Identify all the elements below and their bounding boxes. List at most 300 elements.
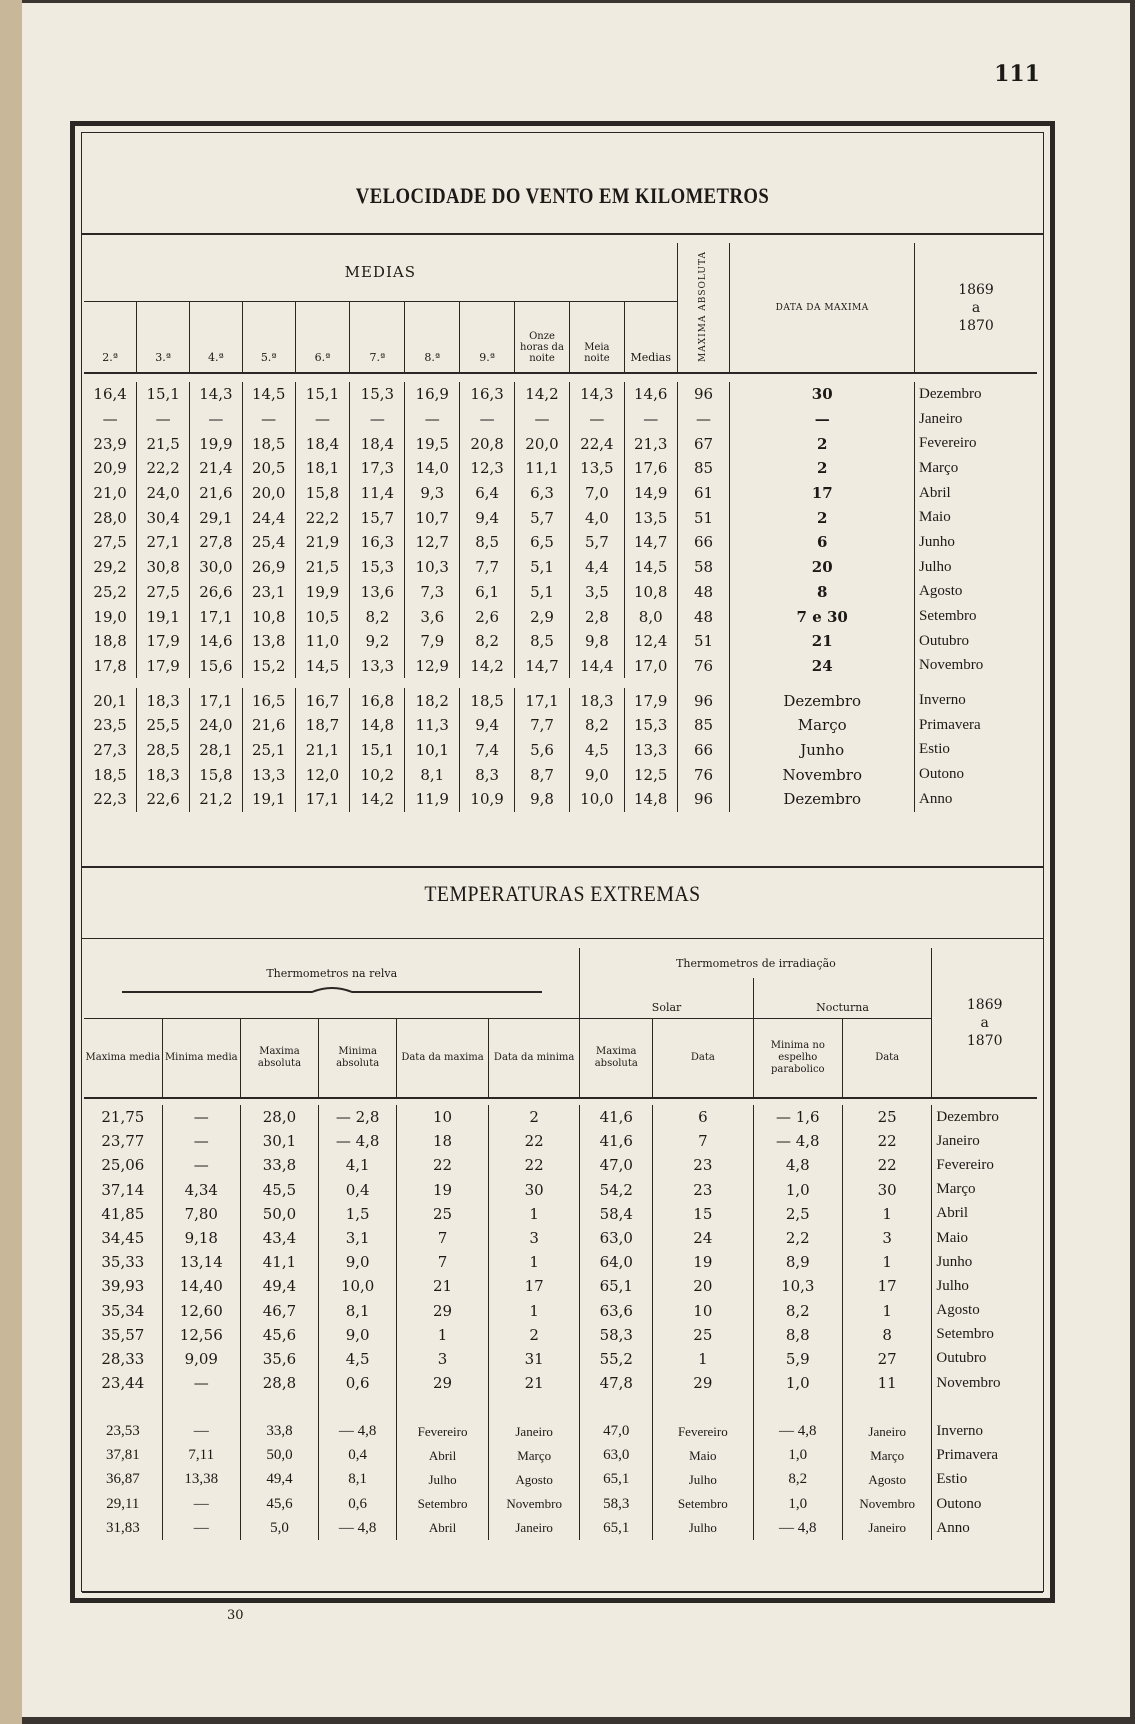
wind-cell: 21 [730,629,915,654]
temp-cell: 12,60 [162,1299,240,1323]
wind-cell: 30 [730,382,915,407]
temp-cell: 27 [842,1347,931,1371]
wind-cell: 11,0 [295,629,350,654]
wind-cell: 4,4 [569,555,624,580]
temp-cell: Fevereiro [397,1419,489,1443]
temp-cell: — [162,1516,240,1540]
period-name: Agosto [915,580,1037,605]
wind-cell: 9,3 [405,481,460,506]
temp-cell: 4,1 [319,1153,397,1177]
wind-season-row [84,688,1037,713]
temp-cell: 21 [488,1371,580,1395]
temp-cell: 2,5 [753,1202,842,1226]
wind-cell: 3,6 [405,604,460,629]
wind-cell: — [460,407,515,432]
temp-cell: 5,9 [753,1347,842,1371]
wind-cell: 5,7 [569,530,624,555]
wind-cell: 96 [677,787,730,812]
wind-col-header: 3.ª [137,301,190,373]
temp-cell: — 2,8 [319,1105,397,1129]
temp-cell: 35,6 [240,1347,318,1371]
wind-cell: 18,3 [569,688,624,713]
wind-cell: 18,2 [405,688,460,713]
wind-cell: 17 [730,481,915,506]
wind-cell: 10,8 [242,604,295,629]
wind-cell: 20,9 [93,459,127,478]
temp-cell: 46,7 [240,1299,318,1323]
wind-cell: 8,5 [515,629,570,654]
wind-cell: 9,8 [515,787,570,812]
wind-cell: 2 [730,505,915,530]
wind-cell: 14,8 [350,713,405,738]
wind-cell: 13,3 [350,654,405,679]
temp-month-row [84,1202,1037,1226]
temp-cell: 29 [653,1371,754,1395]
period-name: Maio [915,505,1037,530]
wind-cell: 9,8 [569,629,624,654]
temp-cell: 49,4 [240,1274,318,1298]
wind-cell: 12,0 [295,762,350,787]
wind-cell: 12,4 [624,629,677,654]
temp-cell: 1 [653,1347,754,1371]
temp-cell: 8,9 [753,1250,842,1274]
temp-cell: 23 [653,1178,754,1202]
wind-col-header: 6.ª [295,301,350,373]
temp-cell: 65,1 [580,1516,653,1540]
temp-cell: 41,6 [580,1129,653,1153]
grass-thermometers-header: Thermometros na relva [84,948,580,1018]
temp-cell: 11 [842,1371,931,1395]
wind-cell: 5,6 [515,738,570,763]
temp-cell: 33,8 [240,1419,318,1443]
temp-cell: 22 [842,1153,931,1177]
wind-cell: 14,7 [515,654,570,679]
wind-cell: 16,7 [295,688,350,713]
temp-cell: 64,0 [580,1250,653,1274]
wind-cell: 25,5 [137,713,190,738]
wind-cell: 15,8 [295,481,350,506]
temp-season-row [84,1419,1037,1443]
period-name: Junho [932,1250,1037,1274]
temp-cell: 7,80 [162,1202,240,1226]
temp-cell: 25,06 [101,1156,145,1175]
period-name: Primavera [915,713,1037,738]
wind-cell: 24 [730,654,915,679]
wind-cell: 20,0 [242,481,295,506]
temp-cell: 3,1 [319,1226,397,1250]
temp-cell: 22 [397,1153,489,1177]
wind-cell: 28,1 [190,738,243,763]
wind-month-row [84,555,1037,580]
temp-cell: 1 [842,1250,931,1274]
wind-season-row [84,762,1037,787]
wind-cell: 8,1 [405,762,460,787]
spacer-row [84,373,1037,382]
temp-col-header: Data [842,1018,931,1098]
period-name: Abril [932,1202,1037,1226]
wind-cell: 2 [730,456,915,481]
wind-cell: 17,0 [624,654,677,679]
temp-season-row [84,1516,1037,1540]
temp-cell: 7,11 [162,1444,240,1468]
wind-cell: 19,5 [405,431,460,456]
wind-cell: 24,0 [137,481,190,506]
period-name: Estio [932,1468,1037,1492]
wind-cell: 51 [677,505,730,530]
wind-cell: 21,1 [295,738,350,763]
book-spine [0,0,22,1724]
temp-cell: 35,33 [101,1253,145,1272]
wind-cell: 17,9 [137,629,190,654]
wind-cell: 10,2 [350,762,405,787]
wind-month-row [84,530,1037,555]
wind-cell: 21,5 [295,555,350,580]
wind-cell: 23,9 [93,434,127,453]
temp-cell: 3 [488,1226,580,1250]
wind-cell: 17,1 [190,604,243,629]
wind-cell: 61 [677,481,730,506]
wind-cell: 28,5 [137,738,190,763]
wind-cell: 28,0 [93,508,127,527]
table-frame [70,121,1055,1603]
temp-cell: — 1,6 [753,1105,842,1129]
wind-cell: 12,5 [624,762,677,787]
wind-cell: 14,7 [624,530,677,555]
temp-cell: 21,75 [101,1108,145,1127]
temp-cell: — 4,8 [319,1129,397,1153]
wind-cell: 14,3 [569,382,624,407]
wind-col-header: 8.ª [405,301,460,373]
temp-cell: 63,6 [580,1299,653,1323]
temp-cell: 3 [842,1226,931,1250]
temp-cell: 9,09 [162,1347,240,1371]
wind-cell: 24,0 [190,713,243,738]
wind-cell: 12,9 [405,654,460,679]
temp-cell: 30 [488,1178,580,1202]
temp-cell: 23,53 [105,1423,140,1440]
wind-cell: 15,6 [190,654,243,679]
wind-cell: 11,9 [405,787,460,812]
wind-cell: 20,5 [242,456,295,481]
temp-cell: 15 [653,1202,754,1226]
period-name: Setembro [915,604,1037,629]
wind-cell: 21,6 [242,713,295,738]
wind-cell: 6 [730,530,915,555]
wind-cell: 17,9 [624,688,677,713]
period-name: Janeiro [932,1129,1037,1153]
temp-cell: 30,1 [240,1129,318,1153]
temp-cell: 8,2 [753,1468,842,1492]
wind-cell: 8,2 [569,713,624,738]
temp-cell: 12,56 [162,1323,240,1347]
temp-cell: 1 [488,1202,580,1226]
temp-cell: 22 [488,1129,580,1153]
period-name: Estio [915,738,1037,763]
wind-cell: 14,6 [190,629,243,654]
wind-col-header: 7.ª [350,301,405,373]
temp-cell: 37,14 [101,1180,145,1199]
wind-col-header: 2.ª [102,351,118,364]
wind-cell: 2,9 [515,604,570,629]
temp-cell: 22 [842,1129,931,1153]
page-number: 111 [994,61,1040,87]
temp-cell: Julho [397,1468,489,1492]
temp-cell: 8,1 [319,1299,397,1323]
temp-cell: 8,1 [319,1468,397,1492]
wind-period-header: 1869 a 1870 [915,243,1037,373]
temp-cell: Agosto [488,1468,580,1492]
wind-cell: — [242,407,295,432]
wind-cell: 14,2 [350,787,405,812]
temp-cell: 39,93 [101,1277,145,1296]
wind-cell: 14,9 [624,481,677,506]
wind-cell: 13,3 [624,738,677,763]
temp-cell: 25 [397,1202,489,1226]
spacer-row [84,678,1037,688]
temp-cell: Abril [397,1444,489,1468]
temp-cell: 2 [488,1323,580,1347]
temp-cell: 2,2 [753,1226,842,1250]
period-name: Anno [932,1516,1037,1540]
wind-cell: 14,2 [515,382,570,407]
footer-mark: 30 [227,1608,244,1623]
temp-month-row [84,1153,1037,1177]
temp-cell: 0,6 [319,1492,397,1516]
wind-cell: 48 [677,580,730,605]
wind-cell: 7,3 [405,580,460,605]
wind-cell: 18,5 [242,431,295,456]
temp-cell: 10 [397,1105,489,1129]
temp-cell: 1 [488,1299,580,1323]
wind-cell: 18,7 [295,713,350,738]
wind-cell: 23,5 [93,716,127,735]
wind-cell: 8,2 [350,604,405,629]
wind-cell: 15,7 [350,505,405,530]
temp-cell: Julho [653,1516,754,1540]
temp-cell: Setembro [397,1492,489,1516]
temp-cell: — [162,1419,240,1443]
medias-label: MEDIAS [84,243,677,301]
temp-cell: 47,0 [580,1153,653,1177]
temp-cell: 22 [488,1153,580,1177]
wind-cell: 85 [677,456,730,481]
wind-cell: 23,1 [242,580,295,605]
temp-title: TEMPERATURAS EXTREMAS [424,881,701,906]
temp-cell: 65,1 [580,1274,653,1298]
temp-cell: 23 [653,1153,754,1177]
wind-cell: 8,3 [460,762,515,787]
nocturnal-header: Nocturna [753,978,932,1018]
wind-cell: 9,2 [350,629,405,654]
wind-cell: 10,1 [405,738,460,763]
wind-cell: 14,6 [624,382,677,407]
temp-cell: 1,5 [319,1202,397,1226]
temp-cell: 41,6 [580,1105,653,1129]
wind-cell: 22,2 [137,456,190,481]
wind-cell: 10,8 [624,580,677,605]
temp-cell: Janeiro [488,1516,580,1540]
wind-cell: 18,4 [350,431,405,456]
wind-cell: 20,0 [515,431,570,456]
temp-cell: 7 [653,1129,754,1153]
temp-cell: 9,18 [162,1226,240,1250]
temp-month-row [84,1323,1037,1347]
wind-cell: 10,0 [569,787,624,812]
wind-cell: 11,1 [515,456,570,481]
wind-cell: 18,5 [460,688,515,713]
temp-cell: 3 [397,1347,489,1371]
wind-cell: 15,8 [190,762,243,787]
temp-cell: — [162,1129,240,1153]
temp-cell: 13,38 [162,1468,240,1492]
temp-cell: 30 [842,1178,931,1202]
temp-cell: 17 [842,1274,931,1298]
wind-cell: 17,1 [295,787,350,812]
period-name: Novembro [915,654,1037,679]
wind-cell: 27,5 [93,533,127,552]
period-name: Janeiro [915,407,1037,432]
temp-season-row [84,1444,1037,1468]
temp-period-header: 1869 a 1870 [932,948,1037,1098]
temp-cell: 1,0 [753,1492,842,1516]
wind-month-row [84,604,1037,629]
temp-cell: 33,8 [240,1153,318,1177]
wind-month-row [84,580,1037,605]
wind-cell: 19,0 [93,607,127,626]
temp-cell: — 4,8 [753,1419,842,1443]
period-name: Outono [932,1492,1037,1516]
wind-cell: 27,1 [137,530,190,555]
wind-season-row [84,738,1037,763]
wind-cell: 16,3 [350,530,405,555]
wind-cell: 16,5 [242,688,295,713]
temp-cell: Novembro [842,1492,931,1516]
temp-col-header: Minima no espelho parabolico [753,1018,842,1098]
temp-cell: 21 [397,1274,489,1298]
temp-month-row [84,1105,1037,1129]
wind-cell: 10,9 [460,787,515,812]
temp-cell: 14,40 [162,1274,240,1298]
wind-cell: 6,5 [515,530,570,555]
temp-cell: 63,0 [580,1226,653,1250]
wind-cell: 14,8 [624,787,677,812]
temp-cell: 28,33 [101,1349,145,1368]
wind-cell: 8,7 [515,762,570,787]
wind-cell: 30,0 [190,555,243,580]
temp-cell: 28,0 [240,1105,318,1129]
wind-month-row [84,431,1037,456]
wind-cell: 18,5 [93,765,127,784]
temp-cell: Janeiro [842,1419,931,1443]
wind-cell: 17,1 [515,688,570,713]
wind-cell: 48 [677,604,730,629]
book-page [22,3,1130,1717]
temp-cell: 4,5 [319,1347,397,1371]
wind-cell: 7,4 [460,738,515,763]
wind-cell: — [569,407,624,432]
temp-cell: Fevereiro [653,1419,754,1443]
wind-cell: Março [730,713,915,738]
temp-col-header: Data da maxima [397,1018,489,1098]
wind-cell: 85 [677,713,730,738]
temp-cell: 1,0 [753,1371,842,1395]
wind-cell: 66 [677,738,730,763]
temp-month-row [84,1274,1037,1298]
temp-cell: 9,0 [319,1250,397,1274]
wind-cell: 2,8 [569,604,624,629]
wind-cell: 8,0 [624,604,677,629]
wind-cell: 19,9 [295,580,350,605]
wind-cell: 76 [677,654,730,679]
max-absolute-header: MAXIMA ABSOLUTA [677,243,730,373]
temp-cell: 8,8 [753,1323,842,1347]
period-name: Outubro [932,1347,1037,1371]
period-name: Fevereiro [932,1153,1037,1177]
temp-cell: 18 [397,1129,489,1153]
wind-cell: 76 [677,762,730,787]
temp-season-row [84,1492,1037,1516]
wind-cell: 13,6 [350,580,405,605]
wind-cell: — [295,407,350,432]
wind-season-row [84,787,1037,812]
wind-cell: 24,4 [242,505,295,530]
temp-cell: 58,3 [580,1492,653,1516]
temp-cell: 1,0 [753,1178,842,1202]
wind-cell: 15,3 [350,555,405,580]
temp-cell: 47,8 [580,1371,653,1395]
wind-cell: 5,1 [515,580,570,605]
wind-cell: 12,3 [460,456,515,481]
temp-col-header: Minima absoluta [319,1018,397,1098]
temp-cell: Setembro [653,1492,754,1516]
wind-cell: — [624,407,677,432]
temp-cell: — 4,8 [319,1516,397,1540]
temp-cell: 1 [397,1323,489,1347]
wind-cell: — [405,407,460,432]
temp-cell: 7 [397,1250,489,1274]
temp-cell: 24 [653,1226,754,1250]
temp-header [84,948,1037,1098]
temp-cell: Maio [653,1444,754,1468]
wind-cell: 26,9 [242,555,295,580]
temp-cell: Novembro [488,1492,580,1516]
temp-month-row [84,1178,1037,1202]
period-name: Maio [932,1226,1037,1250]
wind-cell: 2 [730,431,915,456]
temp-cell: Julho [653,1468,754,1492]
wind-cell: 21,2 [190,787,243,812]
temp-cell: 29 [397,1299,489,1323]
wind-cell: 17,8 [93,656,127,675]
wind-cell: 13,5 [569,456,624,481]
wind-cell: — [350,407,405,432]
wind-cell: 18,8 [93,632,127,651]
wind-cell: 14,5 [624,555,677,580]
wind-cell: 14,5 [295,654,350,679]
wind-cell: 14,2 [460,654,515,679]
temp-month-row [84,1347,1037,1371]
wind-cell: 15,2 [242,654,295,679]
wind-cell: 21,3 [624,431,677,456]
temp-col-header: Minima media [162,1018,240,1098]
spacer-row [84,1098,1037,1105]
temp-cell: 19 [397,1178,489,1202]
temp-cell: 1,0 [753,1444,842,1468]
wind-cell: 19,1 [137,604,190,629]
temp-cell: 58,4 [580,1202,653,1226]
temp-cell: 17 [488,1274,580,1298]
temp-cell: 7 [397,1226,489,1250]
